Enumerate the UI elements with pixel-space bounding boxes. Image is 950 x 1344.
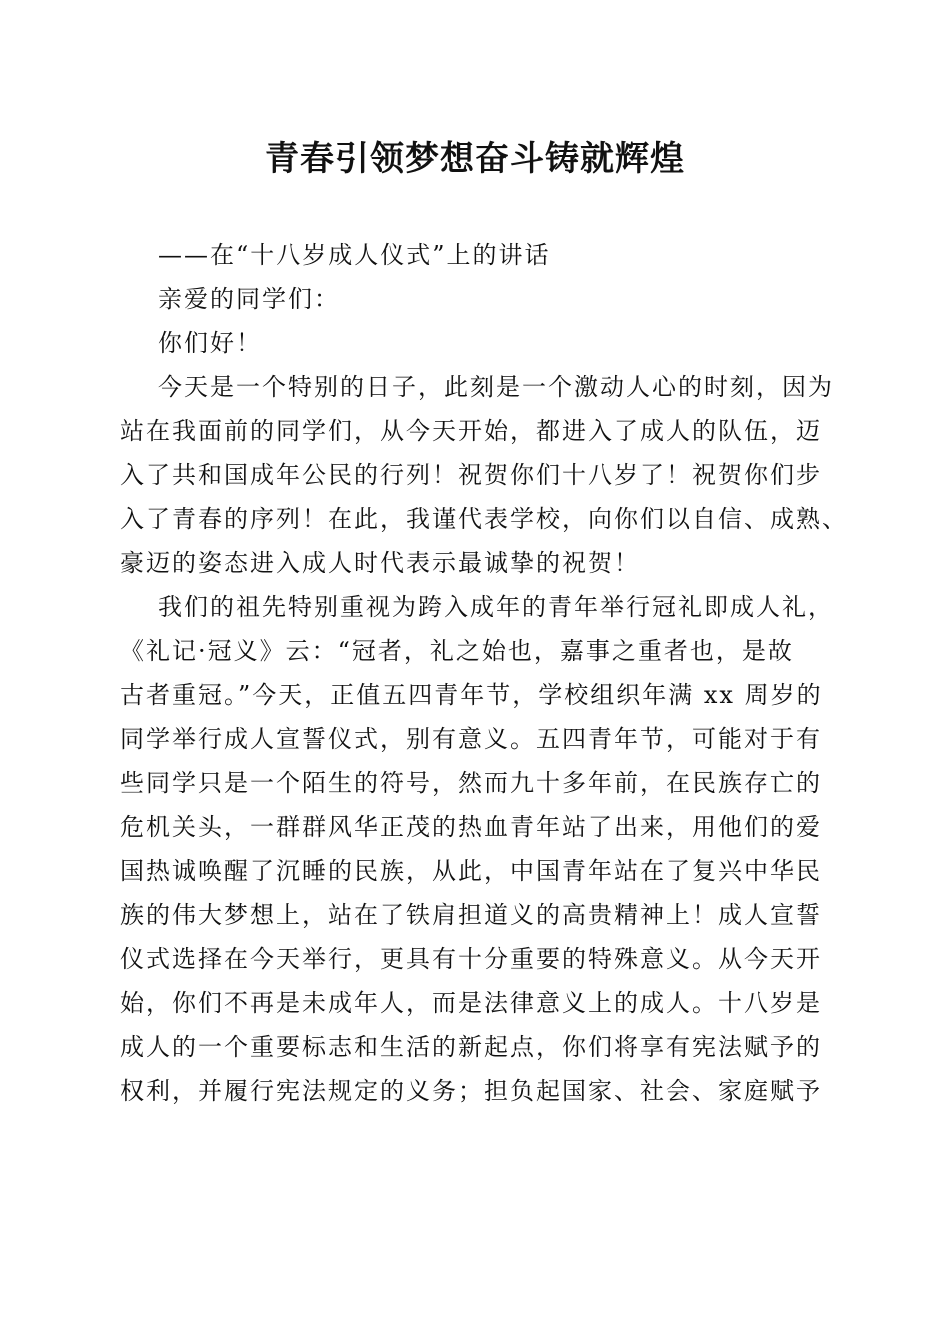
text-line: 成人的一个重要标志和生活的新起点，你们将享有宪法赋予的 [120,1033,822,1061]
text-line: 些同学只是一个陌生的符号，然而九十多年前，在民族存亡的 [120,769,822,797]
text-line: 古者重冠。”今天，正值五四青年节，学校组织年满 xx 周岁的 [120,681,823,709]
text-line: 《礼记·冠义》云：“冠者，礼之始也，嘉事之重者也，是故 [120,637,794,665]
text-line: 仪式选择在今天举行，更具有十分重要的特殊意义。从今天开 [120,945,822,973]
text-line: 始，你们不再是未成年人，而是法律意义上的成人。十八岁是 [120,989,822,1017]
text-line: 豪迈的姿态进入成人时代表示最诚挚的祝贺！ [120,549,640,577]
greeting: 你们好！ [158,329,262,357]
text-line: 站在我面前的同学们，从今天开始，都进入了成人的队伍，迈 [120,417,822,445]
paragraph-2 [120,585,834,1113]
text-line: 权利，并履行宪法规定的义务；担负起国家、社会、家庭赋予 [120,1077,822,1105]
paragraph-1 [120,365,848,585]
text-line: 入了共和国成年公民的行列！祝贺你们十八岁了！祝贺你们步 [120,461,822,489]
text-line: 危机关头，一群群风华正茂的热血青年站了出来，用他们的爱 [120,813,822,841]
text-line: 我们的祖先特别重视为跨入成年的青年举行冠礼即成人礼， [158,593,834,621]
text-line: 今天是一个特别的日子，此刻是一个激动人心的时刻，因为 [158,373,834,401]
text-line: 同学举行成人宣誓仪式，别有意义。五四青年节，可能对于有 [120,725,822,753]
salutation: 亲爱的同学们： [158,285,340,313]
document-title: 青春引领梦想奋斗铸就辉煌 [265,139,685,179]
text-line: 入了青春的序列！在此，我谨代表学校，向你们以自信、成熟、 [120,505,848,533]
subtitle: ——在“十八岁成人仪式”上的讲话 [158,241,551,269]
text-line: 族的伟大梦想上，站在了铁肩担道义的高贵精神上！成人宣誓 [120,901,822,929]
text-line: 国热诚唤醒了沉睡的民族，从此，中国青年站在了复兴中华民 [120,857,822,885]
document-body [120,233,848,1113]
